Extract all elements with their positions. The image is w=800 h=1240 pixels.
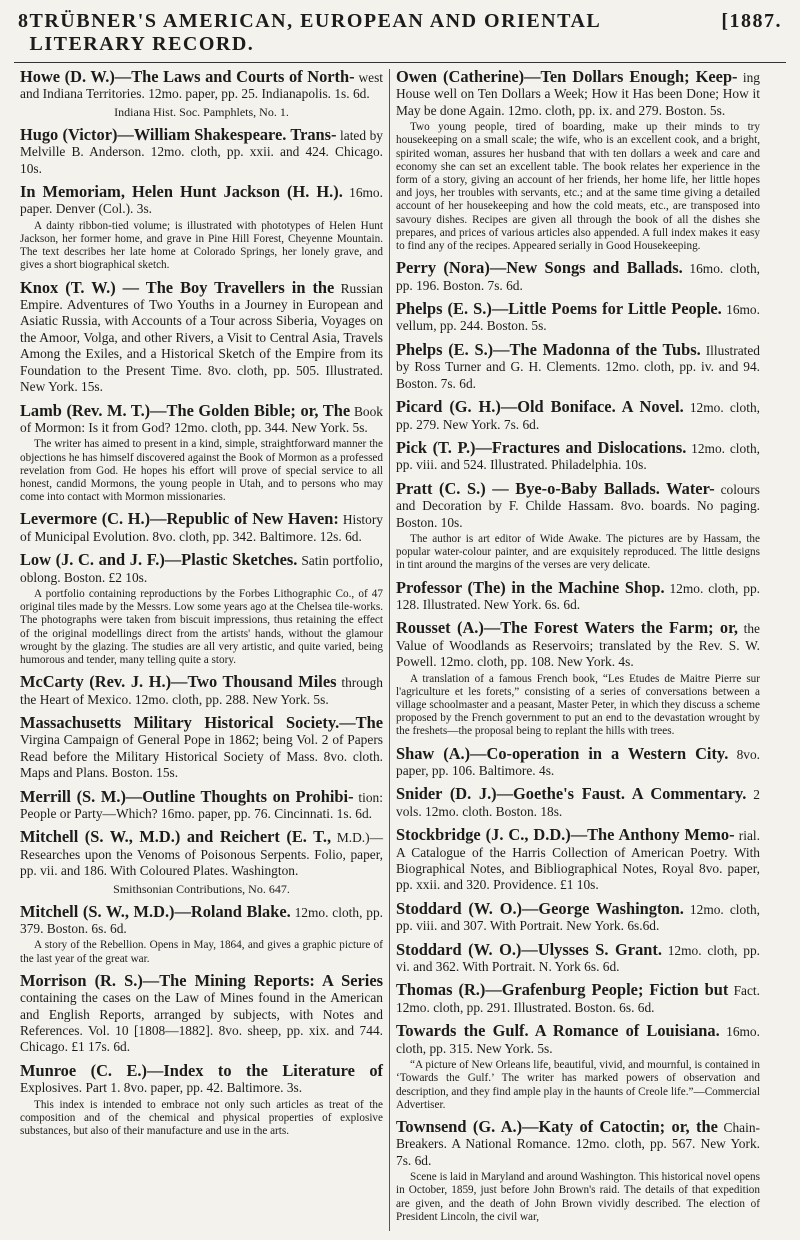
catalogue-entry xyxy=(396,786,760,820)
catalogue-entry xyxy=(396,1116,760,1224)
entry-author-title: Mitchell (S. W., M.D.)—Roland Blake. xyxy=(20,901,291,921)
entry-details: 12mo. cloth, pp. 128. Illustrated. New York. 6s. 6d. xyxy=(396,580,760,612)
entry-author-title: Stoddard (W. O.)—Ulysses S. Grant. xyxy=(396,939,662,959)
catalogue-entry xyxy=(396,827,760,894)
entry-author-title: Mitchell (S. W., M.D.) and Reichert (E. T., xyxy=(20,827,332,847)
entry-details: ing House well on Ten Dollars a Week; How it Has been Done; How it May be done Again. 12mo. cloth, pp. ix. and 279. Boston. 5s. xyxy=(396,70,760,118)
catalogue-entry xyxy=(396,1023,760,1112)
entry-author-title: Munroe (C. E.)—Index to the Literature of xyxy=(20,1060,383,1080)
right-column xyxy=(390,69,766,1231)
entry-author-title: Stockbridge (J. C., D.D.)—The Anthony Memo- xyxy=(396,825,735,845)
entry-details: Fact. 12mo. cloth, pp. 291. Illustrated. Boston. 6s. 6d. xyxy=(396,983,760,1015)
entry-details: 8vo. paper, pp. 106. Baltimore. 4s. xyxy=(396,746,760,778)
catalogue-entry xyxy=(20,786,383,823)
entry-heading xyxy=(396,301,760,335)
entry-note: A translation of a famous French book, “Les Etudes de Maitre Pierre sur l'agriculture et les forets,” consisting of a series of conversations between a village schoolmaster and a peasant, Master Peter, in which they discuss a scheme proposed by the French government to put an end to the devastation wrought by the freshets—the proposal being to replant the hills with trees. xyxy=(396,672,760,738)
page-number: 8 xyxy=(18,10,30,32)
entry-author-title: Pratt (C. S.) — Bye-o-Baby Ballads. Water- xyxy=(396,478,715,498)
entry-details: 16mo. cloth, pp. 196. Boston. 7s. 6d. xyxy=(396,261,760,293)
entry-author-title: Townsend (G. A.)—Katy of Catoctin; or, the xyxy=(396,1116,718,1136)
entry-details: lated by Melville B. Anderson. 12mo. cloth, pp. xxii. and 424. Chicago. 10s. xyxy=(20,127,383,176)
entry-details: 12mo. cloth, pp. viii. and 307. With Portrait. New York. 6s.6d. xyxy=(396,901,760,934)
entry-note: Scene is laid in Maryland and around Washington. This historical novel opens in October, 1859, just before John Brown's raid. The details of that expedition are given, and the death of John Brown vividly described. The election of President Lincoln, the civil war, xyxy=(396,1171,760,1223)
entry-details: Explosives. Part 1. 8vo. paper, pp. 42. Baltimore. 3s. xyxy=(20,1080,303,1096)
catalogue-entry xyxy=(20,829,383,896)
entry-author-title: Levermore (C. H.)—Republic of New Haven: xyxy=(20,509,339,529)
entry-heading xyxy=(20,674,383,708)
catalogue-entry xyxy=(396,339,761,392)
entry-author-title: Hugo (Victor)—William Shakespeare. Trans- xyxy=(20,124,337,144)
catalogue-entry xyxy=(396,982,760,1016)
entry-heading xyxy=(20,1060,383,1097)
entry-author-title: In Memoriam, Helen Hunt Jackson (H. H.). xyxy=(20,182,343,202)
entry-heading xyxy=(396,437,760,474)
entry-author-title: Low (J. C. and J. F.)—Plastic Sketches. xyxy=(20,550,298,570)
catalogue-entry xyxy=(396,399,760,433)
publication-year: [1887. xyxy=(721,10,782,32)
entry-note: The writer has aimed to present in a kind, simple, straightforward manner the objections he has himself discovered against the Book of Mormon as a professed revelation from God. He hopes his effort will prove of special service to all honest, candid Mormons, the young people in Utah, and to persons who may come into contact with Mormon missionaries. xyxy=(20,438,383,504)
entry-series: Smithsonian Contributions, No. 647. xyxy=(113,881,290,896)
catalogue-entry xyxy=(20,400,383,505)
entry-heading xyxy=(396,399,760,433)
entry-heading xyxy=(396,1023,760,1057)
publication-title: TRÜBNER'S AMERICAN, EUROPEAN AND ORIENTAL LITERARY RECORD. xyxy=(29,10,601,55)
entry-heading xyxy=(396,982,760,1016)
entry-heading xyxy=(396,827,760,894)
entry-author-title: Howe (D. W.)—The Laws and Courts of North- xyxy=(20,67,355,86)
entry-heading xyxy=(396,898,760,935)
entry-details: the Value of Woodlands as Reservoirs; translated by the Rev. S. W. Powell. 12mo. cloth, pp. 108. New York. 4s. xyxy=(396,621,760,670)
entry-heading xyxy=(396,69,760,119)
entry-author-title: Snider (D. J.)—Goethe's Faust. A Commentary. xyxy=(396,784,747,804)
catalogue-entry xyxy=(20,1060,383,1138)
entry-details: through the Heart of Mexico. 12mo. cloth, pp. 288. New York. 5s. xyxy=(20,675,383,707)
entry-heading xyxy=(396,939,761,976)
catalogue-entry xyxy=(396,577,760,614)
entry-heading xyxy=(396,1116,760,1169)
entry-heading xyxy=(20,511,383,545)
entry-heading xyxy=(20,400,383,437)
entry-author-title: Pick (T. P.)—Fractures and Dislocations. xyxy=(396,437,687,457)
catalogue-entry xyxy=(20,970,383,1056)
entry-author-title: McCarty (Rev. J. H.)—Two Thousand Miles xyxy=(20,672,337,692)
catalogue-entry xyxy=(20,712,383,782)
entry-details: 2 vols. 12mo. cloth. Boston. 18s. xyxy=(396,787,760,819)
entry-author-title: Picard (G. H.)—Old Boniface. A Novel. xyxy=(396,397,684,417)
entry-heading xyxy=(20,901,384,938)
entry-heading xyxy=(20,786,383,823)
entry-series: Indiana Hist. Soc. Pamphlets, No. 1. xyxy=(114,104,289,119)
entry-heading xyxy=(396,478,760,531)
entry-details: rial. A Catalogue of the Harris Collection of American Poetry. With Biographical Notes, and Bibliographical Notes, Royal 8vo. paper, pp. xxii. and 320. Providence. £1 10s. xyxy=(396,828,760,893)
entry-details: 12mo. cloth, pp. vi. and 362. With Portrait. N. York 6s. 6d. xyxy=(396,942,761,975)
entry-heading xyxy=(20,970,383,1056)
entry-author-title: Towards the Gulf. A Romance of Louisiana. xyxy=(396,1021,720,1041)
catalogue-entry xyxy=(396,301,760,335)
entry-author-title: Stoddard (W. O.)—George Washington. xyxy=(396,898,684,918)
entry-details: 16mo. cloth, pp. 315. New York. 5s. xyxy=(396,1024,760,1056)
entry-author-title: Morrison (R. S.)—The Mining Reports: A Series xyxy=(20,970,383,990)
entry-author-title: Massachusetts Military Historical Society.—The xyxy=(20,712,383,732)
left-column xyxy=(14,69,390,1231)
catalogue-entry xyxy=(396,478,760,573)
columns xyxy=(14,69,786,1231)
entry-author-title: Rousset (A.)—The Forest Waters the Farm; or, xyxy=(396,618,738,638)
entry-details: History of Municipal Evolution. 8vo. cloth, pp. 342. Baltimore. 12s. 6d. xyxy=(20,512,383,544)
catalogue-entry xyxy=(20,674,383,708)
entry-heading xyxy=(20,712,383,782)
entry-details: Satin portfolio, oblong. Boston. £2 10s. xyxy=(20,553,383,585)
catalogue-entry xyxy=(20,511,383,545)
entry-heading xyxy=(396,577,760,614)
entry-author-title: Phelps (E. S.)—Little Poems for Little People. xyxy=(396,299,722,319)
running-header xyxy=(14,10,786,63)
entry-heading xyxy=(20,124,383,177)
entry-note: This index is intended to embrace not only such articles as treat of the composition and of the chemical and physical properties of explosive substances, but also of their manufacture and use in the arts. xyxy=(20,1098,383,1138)
entry-heading xyxy=(396,620,760,670)
entry-note: A portfolio containing reproductions by the Forbes Lithographic Co., of 47 original tiles made by the Messrs. Low some years ago at the Chelsea tile-works. The photographs were taken from biscuit impressions, thus retaining the effect of the original modellings direct from the artists' hands, without the glamour wrought by the glazing. The studies are all very artistic, and quite varied, being humorous and tender, many telling quite a story. xyxy=(20,587,383,666)
entry-details: tion: People or Party—Which? 16mo. paper, pp. 76. Cincinnati. 1s. 6d. xyxy=(20,789,383,822)
entry-heading xyxy=(20,829,383,879)
entry-heading xyxy=(396,339,761,392)
entry-details: Virgina Campaign of General Pope in 1862; being Vol. 2 of Papers Read before the Military Historical Society of Mass. 8vo. cloth. Maps and Plans. Boston. 15s. xyxy=(20,732,383,781)
entry-details: 12mo. cloth, pp. viii. and 524. Illustrated. Philadelphia. 10s. xyxy=(396,440,760,473)
entry-author-title: Owen (Catherine)—Ten Dollars Enough; Keep- xyxy=(396,67,738,86)
entry-author-title: Phelps (E. S.)—The Madonna of the Tubs. xyxy=(396,339,701,359)
catalogue-entry xyxy=(20,184,383,273)
catalogue-entry xyxy=(396,939,761,976)
entry-details: 16mo. vellum, pp. 244. Boston. 5s. xyxy=(396,302,760,334)
entry-author-title: Knox (T. W.) — The Boy Travellers in the xyxy=(20,277,335,297)
entry-author-title: Lamb (Rev. M. T.)—The Golden Bible; or, The xyxy=(20,400,351,420)
entry-heading xyxy=(396,743,760,780)
entry-author-title: Merrill (S. M.)—Outline Thoughts on Prohibi- xyxy=(20,786,354,806)
catalogue-entry xyxy=(396,437,760,474)
entry-details: 12mo. cloth, pp. 379. Boston. 6s. 6d. xyxy=(20,904,384,937)
catalogue-entry xyxy=(396,260,760,294)
catalogue-entry xyxy=(396,69,760,253)
entry-author-title: Shaw (A.)—Co-operation in a Western City. xyxy=(396,743,729,763)
entry-details: west and Indiana Territories. 12mo. paper, pp. 25. Indianapolis. 1s. 6d. xyxy=(20,70,383,102)
catalogue-entry xyxy=(396,620,760,738)
entry-heading xyxy=(20,277,383,396)
entry-heading xyxy=(20,552,383,586)
entry-details: M.D.)—Researches upon the Venoms of Poisonous Serpents. Folio, paper, pp. vii. and 186. With Coloured Plates. Washington. xyxy=(20,830,383,879)
catalogue-entry xyxy=(20,124,383,177)
entry-note: The author is art editor of Wide Awake. The pictures are by Hassam, the popular water-colour painter, and are exquisitely reproduced. The little designs in tint around the margins of the verses are very delicate. xyxy=(396,532,760,572)
catalogue-entry xyxy=(20,69,383,120)
entry-author-title: Professor (The) in the Machine Shop. xyxy=(396,577,665,597)
entry-note: A dainty ribbon-tied volume; is illustrated with phototypes of Helen Hunt Jackson, her former home, and grave in Pine Hill Forest, Cheyenne Mountain. The text describes her late home at Colorado Springs, her lonely grave, and gives a short biographical sketch. xyxy=(20,219,383,272)
entry-heading xyxy=(20,184,383,218)
catalogue-entry xyxy=(396,743,760,780)
entry-details: Book of Mormon: Is it from God? 12mo. cloth, pp. 344. New York. 5s. xyxy=(20,403,383,435)
entry-author-title: Thomas (R.)—Grafenburg People; Fiction but xyxy=(396,980,729,1000)
entry-details: 16mo. paper. Denver (Col.). 3s. xyxy=(20,185,383,217)
entry-note: “A picture of New Orleans life, beautiful, vivid, and mournful, is contained in ‘Towards the Gulf.’ The writer has marked powers of observation and description, and they find ample play in the haunts of Creole life.”—Commercial Advertiser. xyxy=(396,1059,760,1111)
entry-note: Two young people, tired of boarding, make up their minds to try housekeeping on a small scale; the wife, who is an excellent cook, and a bright, spirited woman, assures her husband that with ten dollars a week and care and economy she can set an excellent table. The book relates her experience in the form of a story, giving an account of her friends, her home life, her little hopes and joys, her troubles with servants, etc.; and at the same time giving a detailed account of her housekeeping and how the cold meats, etc., are transposed into savoury dishes. Recipes are given all through the book of all the dishes she prepares, and prices of various articles also appended. A full index makes it easy to find any of the recipes. Appeared serially in Good Housekeeping. xyxy=(396,121,760,253)
entry-heading xyxy=(20,69,383,103)
entry-details: containing the cases on the Law of Mines found in the American and English Reports, arranged by subjects, with Notes and References. Vol. 10 [1808—1882]. 8vo. sheep, pp. xix. and 744. Chicago. £1 17s. 6d. xyxy=(20,990,383,1055)
entry-details: Russian Empire. Adventures of Two Youths in a Journey in European and Asiatic Russia, with Accounts of a Tour across Siberia, Voyages on the Amoor, Volga, and other Rivers, a Visit to Central Asia, Travels Among the Exiles, and a Historical Sketch of the Empire from its Foundation to the Present Time. 8vo. cloth, pp. 505. Illustrated. New York. 15s. xyxy=(20,280,383,395)
catalogue-entry xyxy=(20,901,384,966)
catalogue-entry xyxy=(20,552,383,667)
entry-details: colours and Decoration by F. Childe Hassam. 8vo. boards. No paging. Boston. 10s. xyxy=(396,481,760,530)
entry-author-title: Perry (Nora)—New Songs and Ballads. xyxy=(396,258,683,278)
entry-note: A story of the Rebellion. Opens in May, 1864, and gives a graphic picture of the last year of the great war. xyxy=(20,939,383,965)
catalogue-entry xyxy=(20,277,383,396)
entry-details: Chain-Breakers. A National Romance. 12mo. cloth, pp. 567. New York. 7s. 6d. xyxy=(396,1119,760,1168)
entry-heading xyxy=(396,260,760,294)
entry-details: 12mo. cloth, pp. 279. New York. 7s. 6d. xyxy=(396,400,760,432)
catalogue-entry xyxy=(396,898,760,935)
entry-heading xyxy=(396,786,760,820)
entry-details: Illustrated by Ross Turner and G. H. Clements. 12mo. cloth, pp. iv. and 94. Boston. 7s. 6d. xyxy=(396,342,761,391)
